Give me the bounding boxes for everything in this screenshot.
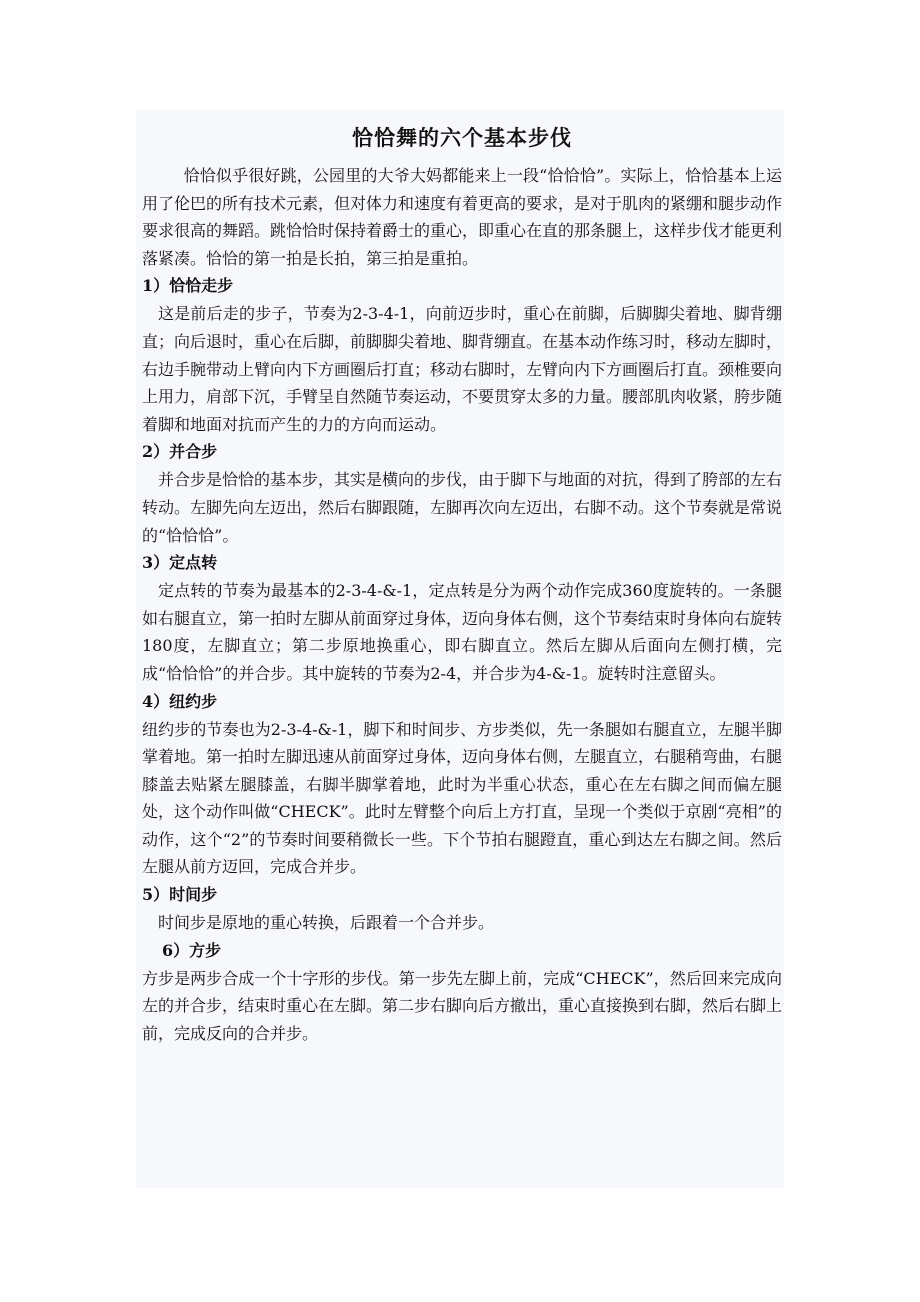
section-heading-spot-turn: 3）定点转 — [142, 553, 218, 573]
section-text-chasse: 并合步是恰恰的基本步，其实是横向的步伐，由于脚下与地面的对抗，得到了胯部的左右转动。左脚先向左迈出，然后右脚跟随，左脚再次向左迈出，右脚不动。这个节奏就是常说的“恰恰恰”。 — [142, 470, 783, 545]
section-heading-new-york: 4）纽约步 — [142, 691, 218, 711]
document-page — [136, 110, 784, 1188]
section-text-box-step: 方步是两步合成一个十字形的步伐。第一步先左脚上前，完成“CHECK”，然后回来完成向左的并合步，结束时重心在左脚。第二步右脚向后方撤出，重心直接换到右脚，然后右脚上前，完成反向的合并步。 — [142, 968, 783, 1043]
section-heading-time-step: 5）时间步 — [142, 885, 218, 905]
intro-paragraph: 恰恰似乎很好跳，公园里的大爷大妈都能来上一段“恰恰恰”。实际上，恰恰基本上运用了伦巴的所有技术元素，但对体力和速度有着更高的要求，是对于肌肉的紧绷和腿步动作要求很高的舞蹈。跳恰恰时保持着爵士的重心，即重心在直的那条腿上，这样步伐才能更利落紧凑。恰恰的第一拍是长拍，第三拍是重拍。 — [142, 166, 783, 268]
section-heading-chasse: 2）并合步 — [142, 442, 218, 462]
section-text-walk: 这是前后走的步子，节奏为2-3-4-1，向前迈步时，重心在前脚，后脚脚尖着地、脚背绷直；向后退时，重心在后脚，前脚脚尖着地、脚背绷直。在基本动作练习时，移动左脚时，右边手腕带动上臂向内下方画圈后打直；移动右脚时，左臂向内下方画圈后打直。颈椎要向上用力，肩部下沉，手臂呈自然随节奏运动，不要贯穿太多的力量。腰部肌肉收紧，胯步随着脚和地面对抗而产生的力的方向而运动。 — [142, 304, 783, 434]
section-text-spot-turn: 定点转的节奏为最基本的2-3-4-&-1，定点转是分为两个动作完成360度旋转的。一条腿如右腿直立，第一拍时左脚从前面穿过身体，迈向身体右侧，这个节奏结束时身体向右旋转180度，左脚直立；第二步原地换重心，即右脚直立。然后左脚从后面向左侧打横，完成“恰恰恰”的并合步。其中旋转的节奏为2-4，并合步为4-&-1。旋转时注意留头。 — [142, 581, 783, 683]
section-heading-walk: 1）恰恰走步 — [142, 276, 234, 296]
section-heading-box-step: 6）方步 — [162, 940, 222, 960]
section-text-new-york: 纽约步的节奏也为2-3-4-&-1，脚下和时间步、方步类似，先一条腿如右腿直立，左腿半脚掌着地。第一拍时左脚迅速从前面穿过身体，迈向身体右侧，左腿直立，右腿稍弯曲，右腿膝盖去贴紧左腿膝盖，右脚半脚掌着地，此时为半重心状态，重心在左右脚之间而偏左腿处，这个动作叫做“CHECK”。此时左臂整个向后上方打直，呈现一个类似于京剧“亮相”的动作，这个“2”的节奏时间要稍微长一些。下个节拍右腿蹬直，重心到达左右脚之间。然后左腿从前方迈回，完成合并步。 — [142, 719, 783, 877]
section-text-time-step: 时间步是原地的重心转换，后跟着一个合并步。 — [158, 913, 495, 933]
page-title: 恰恰舞的六个基本步伐 — [352, 125, 572, 150]
